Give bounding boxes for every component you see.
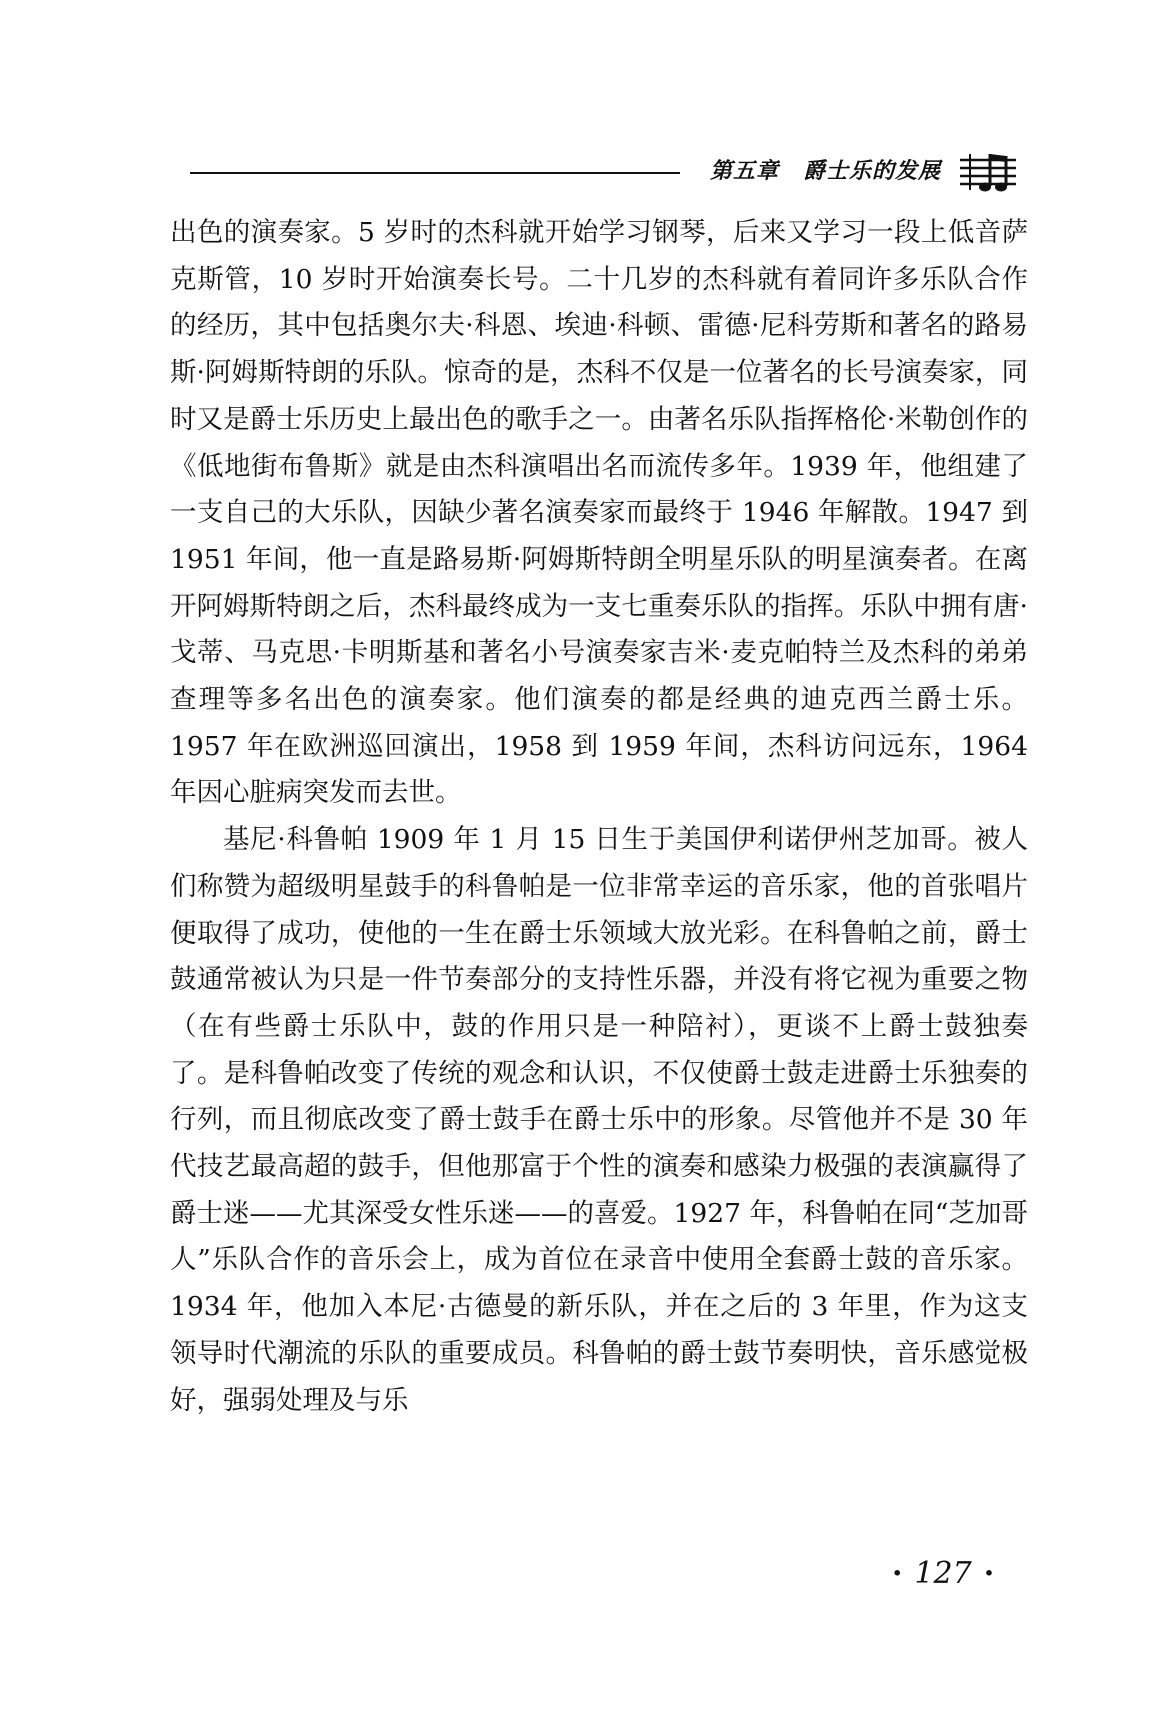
paragraph-continued: 出色的演奏家。5 岁时的杰科就开始学习钢琴，后来又学习一段上低音萨克斯管，10 岁时开始演奏长号。二十几岁的杰科就有着同许多乐队合作的经历，其中包括奥尔夫·科恩、埃迪·科顿、雷德·尼科劳斯和著名的路易斯·阿姆斯特朗的乐队。惊奇的是，杰科不仅是一位著名的长号演奏家，同时又是爵士乐历史上最出色的歌手之一。由著名乐队指挥格伦·米勒创作的《低地街布鲁斯》就是由杰科演唱出名而流传多年。1939 年，他组建了一支自己的大乐队，因缺少著名演奏家而最终于 1946 年解散。1947 到 1951 年间，他一直是路易斯·阿姆斯特朗全明星乐队的明星演奏者。在离开阿姆斯特朗之后，杰科最终成为一支七重奏乐队的指挥。乐队中拥有唐·戈蒂、马克思·卡明斯基和著名小号演奏家吉米·麦克帕特兰及杰科的弟弟查理等多名出色的演奏家。他们演奏的都是经典的迪克西兰爵士乐。1957 年在欧洲巡回演出，1958 到 1959 年间，杰科访问远东，1964 年因心脏病突发而去世。 bbox=[170, 217, 1028, 809]
page-number: 127 bbox=[914, 1556, 972, 1591]
running-header bbox=[190, 150, 1030, 200]
chapter-title: 爵士乐的发展 bbox=[803, 158, 942, 184]
paragraph-gene-krupa: 基尼·科鲁帕 1909 年 1 月 15 日生于美国伊利诺伊州芝加哥。被人们称赞为超级明星鼓手的科鲁帕是一位非常幸运的音乐家，他的首张唱片便取得了成功，使他的一生在爵士乐领域大放光彩。在科鲁帕之前，爵士鼓通常被认为只是一件节奏部分的支持性乐器，并没有将它视为重要之物（在有些爵士乐队中，鼓的作用只是一种陪衬），更谈不上爵士鼓独奏了。是科鲁帕改变了传统的观念和认识，不仅使爵士鼓走进爵士乐独奏的行列，而且彻底改变了爵士鼓手在爵士乐中的形象。尽管他并不是 30 年代技艺最高超的鼓手，但他那富于个性的演奏和感染力极强的表演赢得了爵士迷——尤其深受女性乐迷——的喜爱。1927 年，科鲁帕在同“芝加哥人”乐队合作的音乐会上，成为首位在录音中使用全套爵士鼓的音乐家。1934 年，他加入本尼·古德曼的新乐队，并在之后的 3 年里，作为这支领导时代潮流的乐队的重要成员。科鲁帕的爵士鼓节奏明快，音乐感觉极好，强弱处理及与乐 bbox=[170, 824, 1028, 1416]
header-rule bbox=[190, 172, 680, 174]
chapter-label: 第五章 bbox=[710, 158, 780, 184]
body-text bbox=[170, 210, 1028, 1424]
page-dot-left: · bbox=[892, 1556, 903, 1591]
music-staff-icon bbox=[960, 150, 1020, 194]
header-text bbox=[710, 154, 941, 185]
page-dot-right: · bbox=[983, 1556, 995, 1591]
page-footer bbox=[880, 1556, 1006, 1591]
